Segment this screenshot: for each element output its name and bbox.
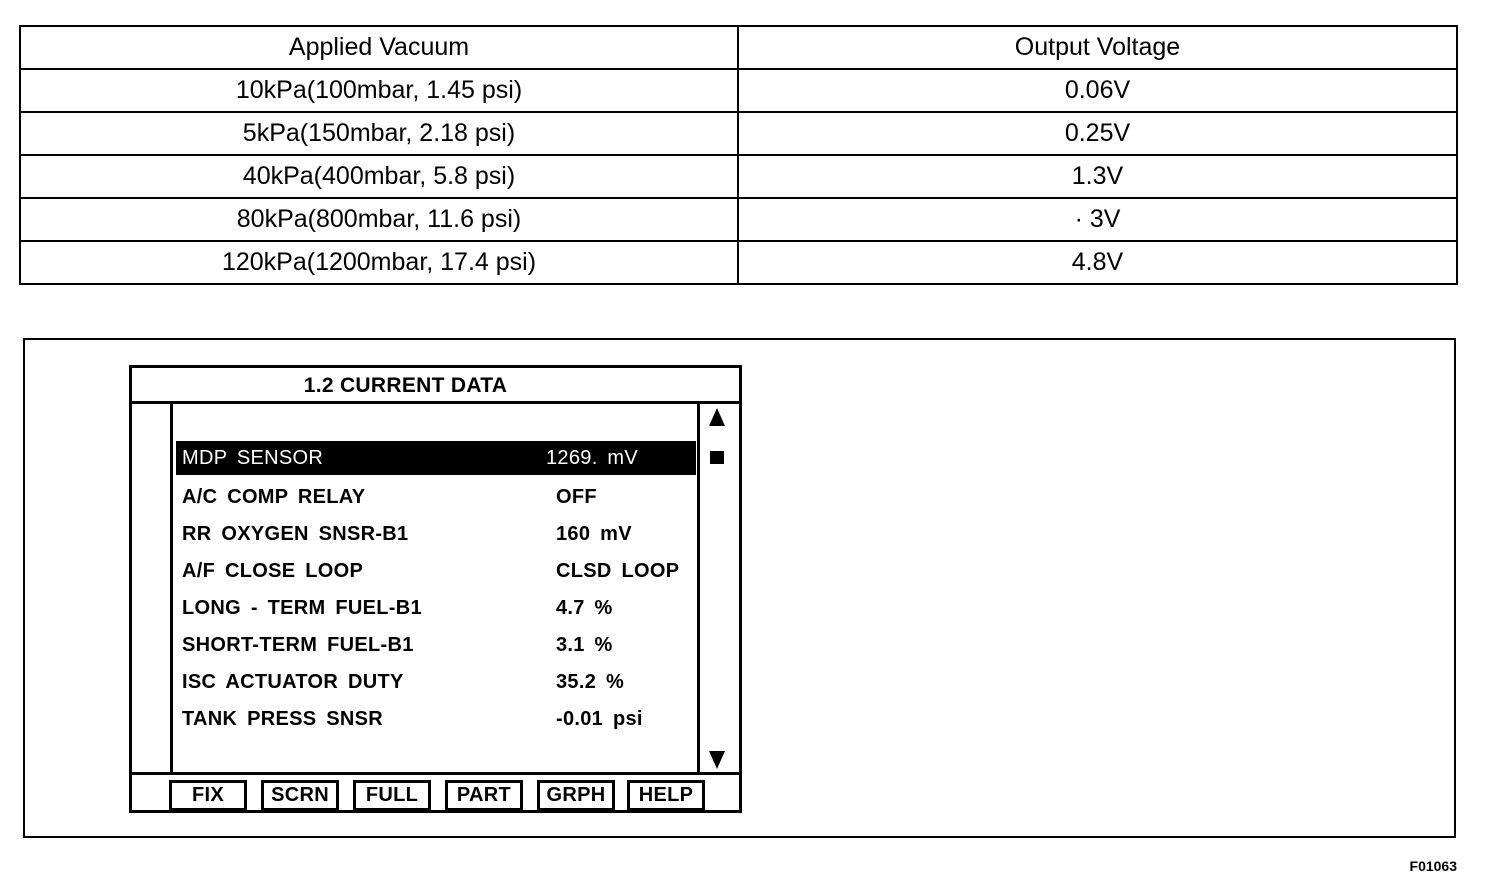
square-icon[interactable] [710, 451, 724, 464]
list-item[interactable] [176, 701, 696, 738]
table-row [20, 198, 1457, 241]
parameter-value: 3.1 % [556, 634, 613, 656]
triangle-down-icon[interactable] [709, 751, 725, 769]
parameter-value: 4.7 % [556, 597, 613, 619]
tester-screen [129, 365, 742, 813]
parameter-value: 1269. mV [546, 447, 639, 469]
output-voltage-cell: 0.06V [738, 69, 1457, 112]
full-button[interactable]: FULL [353, 780, 431, 811]
applied-vacuum-cell: 80kPa(800mbar, 11.6 psi) [20, 198, 738, 241]
parameter-name: SHORT-TERM FUEL-B1 [182, 634, 414, 656]
parameter-value: -0.01 psi [556, 708, 643, 730]
help-button[interactable]: HELP [627, 780, 705, 811]
table-row [20, 155, 1457, 198]
applied-vacuum-cell: 40kPa(400mbar, 5.8 psi) [20, 155, 738, 198]
figure-id: F01063 [1409, 858, 1457, 874]
list-item-selected[interactable] [176, 441, 696, 475]
output-voltage-cell: · 3V [738, 198, 1457, 241]
parameter-name: LONG - TERM FUEL-B1 [182, 597, 422, 619]
list-item[interactable] [176, 479, 696, 516]
list-item[interactable] [176, 590, 696, 627]
parameter-value: CLSD LOOP [556, 560, 680, 582]
list-item[interactable] [176, 553, 696, 590]
scrollbar-divider [697, 404, 700, 775]
applied-vacuum-cell: 5kPa(150mbar, 2.18 psi) [20, 112, 738, 155]
parameter-name: TANK PRESS SNSR [182, 708, 384, 730]
grph-button[interactable]: GRPH [537, 780, 615, 811]
parameter-name: RR OXYGEN SNSR-B1 [182, 523, 409, 545]
left-gutter [132, 404, 174, 775]
list-item[interactable] [176, 627, 696, 664]
parameter-value: OFF [556, 486, 597, 508]
applied-vacuum-cell: 120kPa(1200mbar, 17.4 psi) [20, 241, 738, 284]
list-item[interactable] [176, 516, 696, 553]
header-output-voltage: Output Voltage [738, 26, 1457, 69]
table-row [20, 112, 1457, 155]
output-voltage-cell: 0.25V [738, 112, 1457, 155]
data-list [176, 441, 696, 738]
parameter-name: A/C COMP RELAY [182, 486, 366, 508]
parameter-name: ISC ACTUATOR DUTY [182, 671, 404, 693]
function-key-bar [132, 772, 739, 810]
output-voltage-cell: 4.8V [738, 241, 1457, 284]
applied-vacuum-cell: 10kPa(100mbar, 1.45 psi) [20, 69, 738, 112]
spec-table [19, 25, 1458, 285]
triangle-up-icon[interactable] [709, 408, 725, 426]
scrn-button[interactable]: SCRN [261, 780, 339, 811]
table-row [20, 241, 1457, 284]
spec-table-header-row [20, 26, 1457, 69]
parameter-value: 160 mV [556, 523, 632, 545]
part-button[interactable]: PART [445, 780, 523, 811]
list-item[interactable] [176, 664, 696, 701]
table-row [20, 69, 1457, 112]
header-applied-vacuum: Applied Vacuum [20, 26, 738, 69]
parameter-name: MDP SENSOR [182, 447, 324, 469]
gutter-divider [170, 404, 173, 775]
screen-title: 1.2 CURRENT DATA [132, 368, 739, 404]
fix-button[interactable]: FIX [169, 780, 247, 811]
output-voltage-cell: 1.3V [738, 155, 1457, 198]
parameter-name: A/F CLOSE LOOP [182, 560, 364, 582]
parameter-value: 35.2 % [556, 671, 625, 693]
